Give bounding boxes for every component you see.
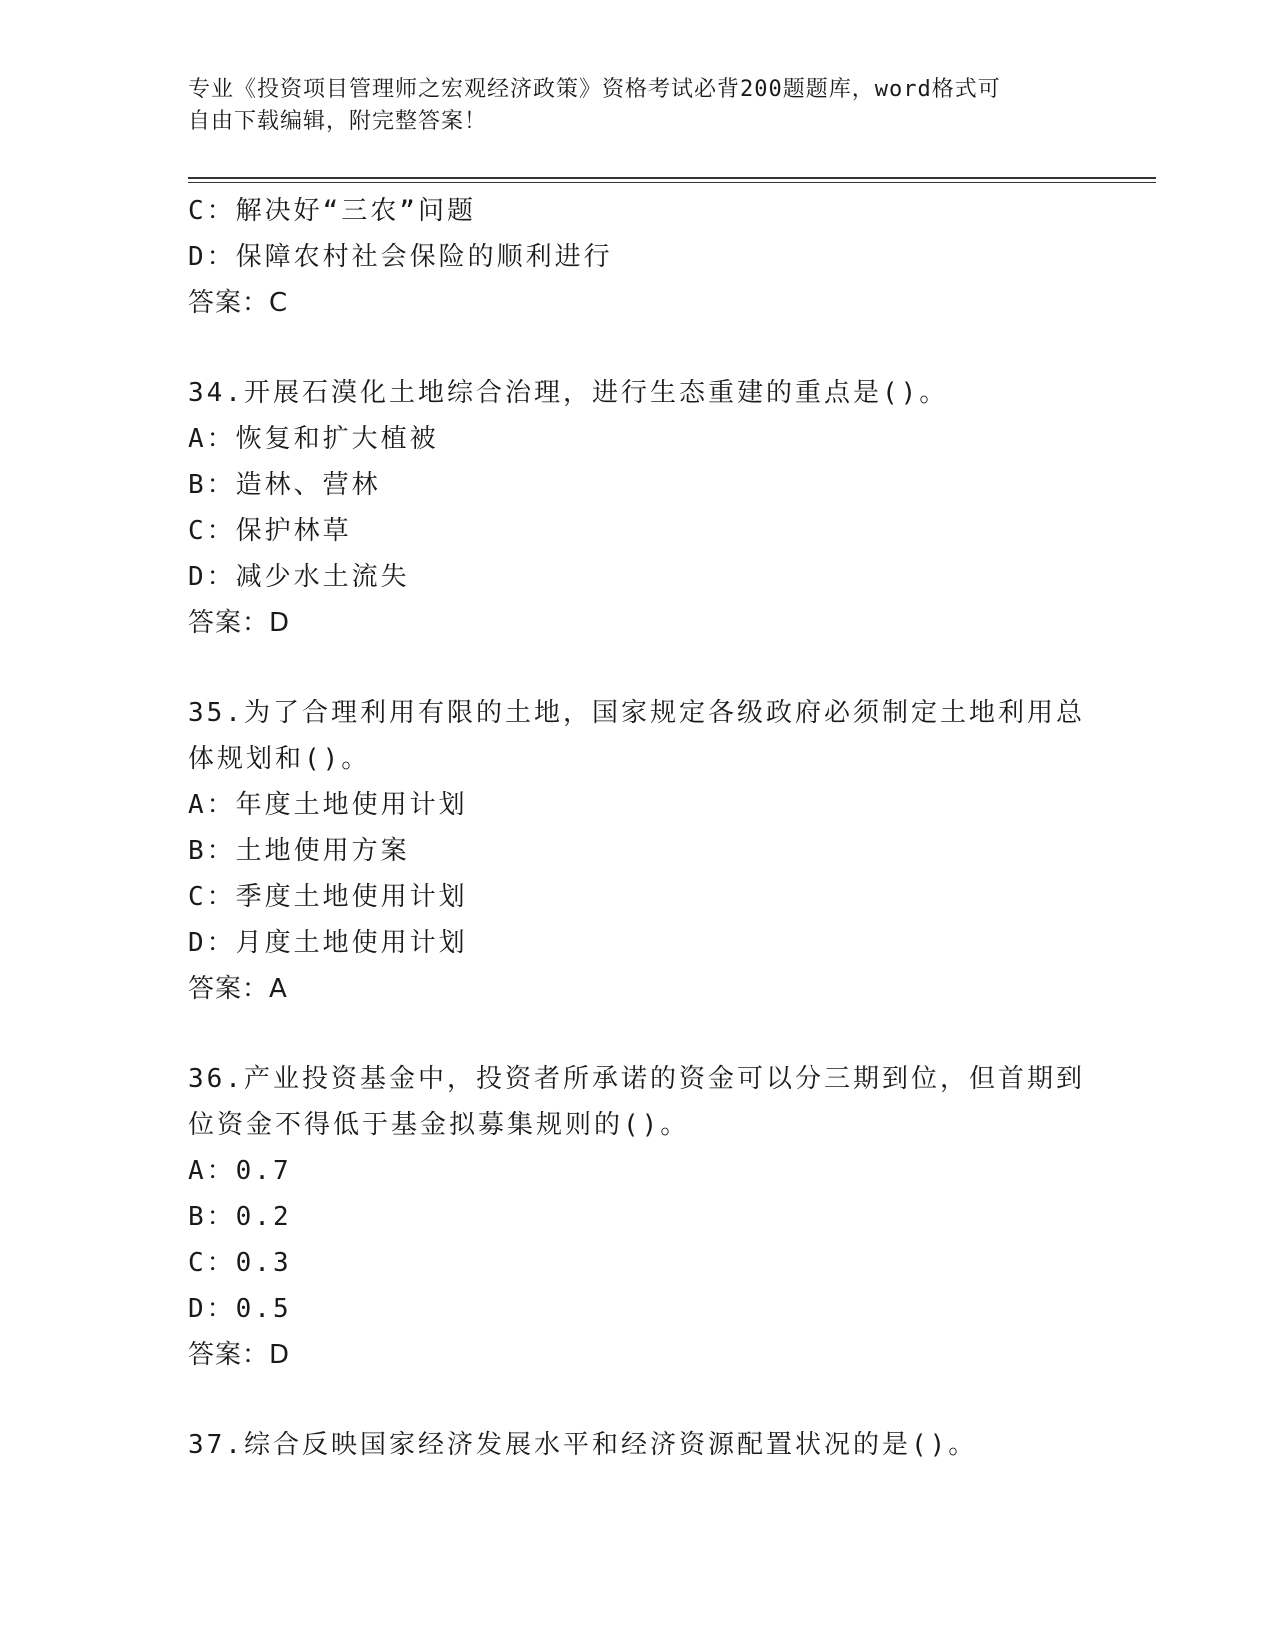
answer-line: 答案：A [188, 974, 288, 1004]
header-line-1: 专业《投资项目管理师之宏观经济政策》资格考试必背200题题库，word格式可 [188, 77, 1001, 102]
question-34 [188, 370, 1088, 646]
question-spacer [188, 1378, 1088, 1422]
option-c: C：季度土地使用计划 [188, 882, 468, 912]
question-36 [188, 1056, 1088, 1378]
option-c: C：0.3 [188, 1248, 292, 1278]
option-d: D：减少水土流失 [188, 562, 410, 592]
header-line-2: 自由下载编辑，附完整答案！ [188, 109, 488, 134]
question-33-continued [188, 188, 1088, 326]
option-a: A：年度土地使用计划 [188, 790, 468, 820]
option-d: D：月度土地使用计划 [188, 928, 468, 958]
answer-line: 答案：C [188, 288, 289, 318]
option-a: A：恢复和扩大植被 [188, 424, 439, 454]
question-spacer [188, 646, 1088, 690]
question-spacer [188, 1012, 1088, 1056]
document-header [188, 74, 1078, 138]
header-divider [188, 177, 1156, 183]
question-stem-line-1: 36.产业投资基金中，投资者所承诺的资金可以分三期到位，但首期到 [188, 1064, 1085, 1094]
question-stem: 37.综合反映国家经济发展水平和经济资源配置状况的是()。 [188, 1430, 978, 1460]
answer-line: 答案：D [188, 1340, 291, 1370]
option-c: C：保护林草 [188, 516, 352, 546]
question-37 [188, 1422, 1088, 1468]
option-a: A：0.7 [188, 1156, 292, 1186]
option-c: C：解决好“三农”问题 [188, 196, 476, 226]
option-b: B：0.2 [188, 1202, 292, 1232]
question-35 [188, 690, 1088, 1012]
answer-line: 答案：D [188, 608, 291, 638]
question-stem: 34.开展石漠化土地综合治理，进行生态重建的重点是()。 [188, 378, 949, 408]
question-stem-line-2: 位资金不得低于基金拟募集规则的()。 [188, 1110, 690, 1140]
question-list [188, 188, 1088, 1468]
question-spacer [188, 326, 1088, 370]
option-b: B：造林、营林 [188, 470, 381, 500]
option-d: D：保障农村社会保险的顺利进行 [188, 242, 613, 272]
question-stem-line-2: 体规划和()。 [188, 744, 371, 774]
question-stem-line-1: 35.为了合理利用有限的土地，国家规定各级政府必须制定土地利用总 [188, 698, 1085, 728]
option-d: D：0.5 [188, 1294, 292, 1324]
option-b: B：土地使用方案 [188, 836, 410, 866]
